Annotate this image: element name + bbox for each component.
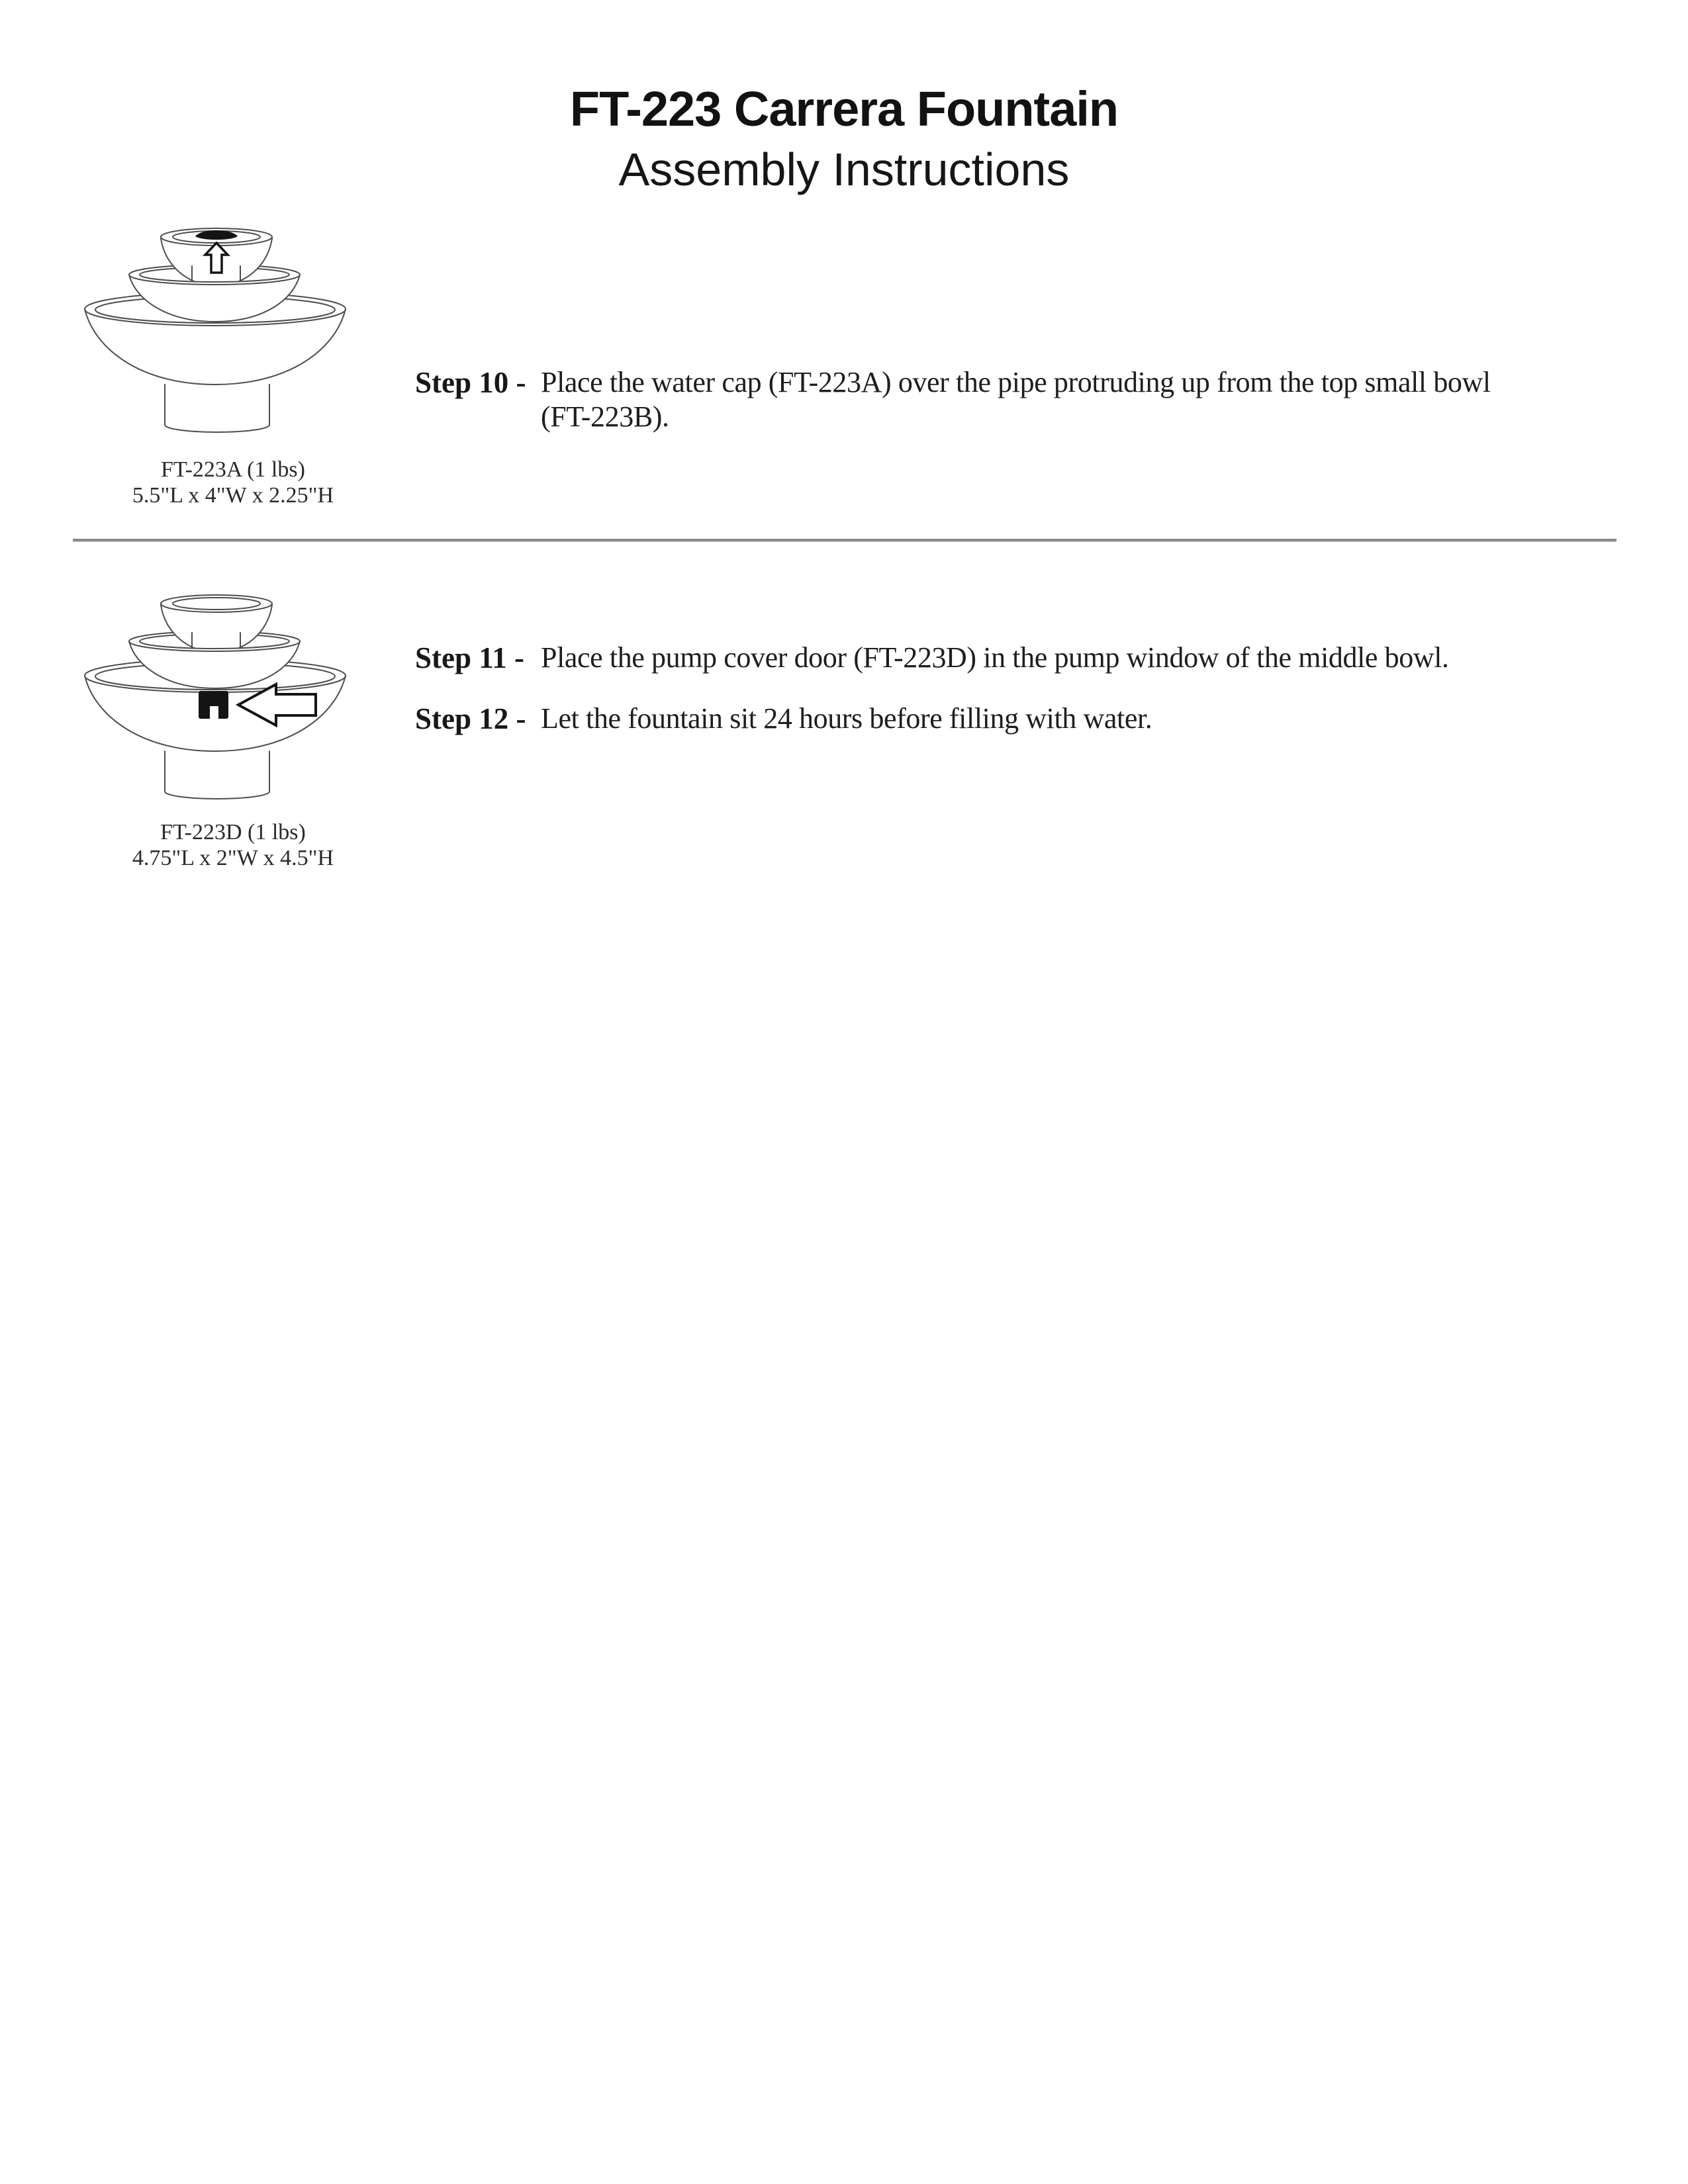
pump-cover-door (199, 691, 228, 719)
step-10-label: Step 10 - (415, 366, 526, 399)
step-12-label: Step 12 - (415, 702, 526, 735)
part-dimensions: 4.75"L x 2"W x 4.5"H (132, 846, 334, 870)
step-10 (415, 365, 1491, 434)
figure-caption (84, 819, 382, 871)
page-subtitle: Assembly Instructions (618, 144, 1070, 195)
fountain-diagram-water-cap (83, 228, 348, 439)
step-11-label: Step 11 - (415, 641, 525, 674)
part-label: FT-223D (1 lbs) (160, 820, 306, 844)
fountain-diagram-pump-door (83, 594, 348, 806)
step-12-text (541, 702, 1152, 736)
step-10-text (541, 365, 1491, 434)
step-12 (415, 702, 1152, 736)
page-title: FT-223 Carrera Fountain (569, 81, 1119, 136)
step-10-text-line-1: Place the water cap (FT-223A) over the pipe protruding up from the top small bowl (541, 366, 1491, 398)
step-11-text-line-1: Place the pump cover door (FT-223D) in the pump window of the middle bowl. (541, 641, 1449, 674)
step-11-text (541, 641, 1449, 675)
figure-caption (84, 457, 382, 508)
part-label: FT-223A (1 lbs) (161, 457, 305, 482)
step-10-text-line-2: (FT-223B). (541, 400, 669, 433)
section-divider (73, 539, 1617, 542)
step-12-text-line-1: Let the fountain sit 24 hours before filling with water. (541, 702, 1152, 735)
part-dimensions: 5.5"L x 4"W x 2.25"H (132, 483, 334, 508)
step-11 (415, 641, 1449, 675)
